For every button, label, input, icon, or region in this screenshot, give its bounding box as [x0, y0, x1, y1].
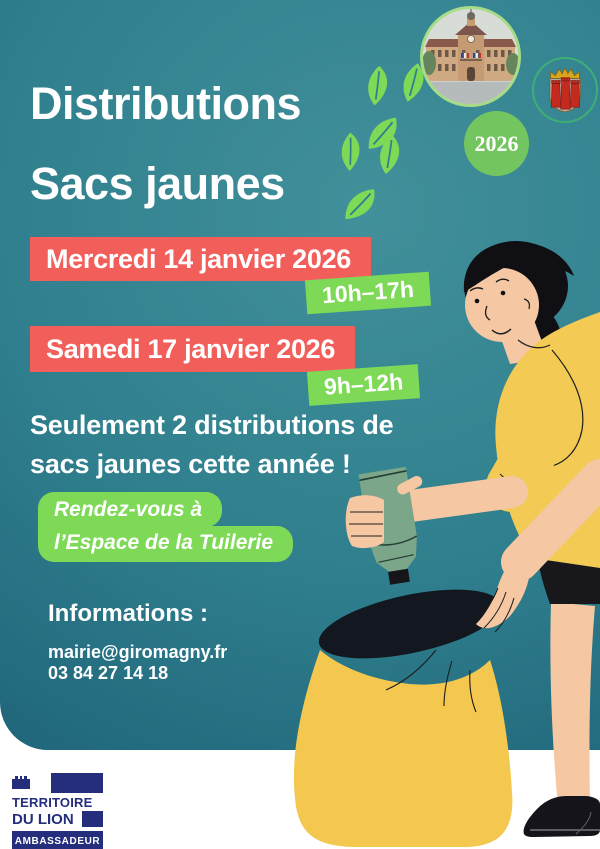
info-phone: 03 84 27 14 18 — [48, 663, 169, 683]
event-time-badge-2: 9h–12h — [307, 364, 420, 406]
town-hall-photo — [420, 6, 521, 107]
leaf-icon — [343, 189, 377, 219]
leg — [550, 602, 595, 806]
location-line2: l’Espace de la Tuilerie — [38, 526, 293, 562]
leaf-icon — [331, 133, 369, 171]
info-heading: Informations : — [48, 600, 208, 627]
title-line2: Sacs jaunes — [30, 158, 285, 209]
forearm — [396, 492, 512, 508]
year-badge: 2026 — [464, 111, 529, 176]
coat-of-arms-icon — [544, 65, 586, 115]
castle-icon — [12, 773, 34, 789]
territoire-du-lion-logo — [8, 769, 107, 849]
logo-block-top — [51, 773, 103, 793]
info-email: mairie@giromagny.fr — [48, 642, 228, 662]
page-title — [30, 64, 301, 224]
note-text — [30, 406, 393, 484]
eye-left — [475, 299, 480, 304]
location-line1: Rendez-vous à — [38, 492, 222, 527]
event-date-banner-1: Mercredi 14 janvier 2026 — [30, 237, 371, 281]
logo-top-row — [12, 773, 103, 795]
event-time-badge-1: 10h–17h — [305, 272, 431, 315]
event-date-banner-2: Samedi 17 janvier 2026 — [30, 326, 355, 372]
note-line1: Seulement 2 distributions de — [30, 410, 394, 440]
note-line2: sacs jaunes cette année ! — [30, 449, 351, 479]
logo-line2: DU LION — [12, 810, 74, 828]
bag — [294, 650, 512, 847]
info-block — [48, 600, 227, 684]
location-banner — [38, 492, 293, 562]
logo-banner: AMBASSADEUR — [12, 831, 103, 849]
logo-mid-row — [12, 810, 103, 828]
town-hall-illustration — [423, 9, 518, 104]
leaves-decoration — [323, 56, 433, 236]
leaf-icon — [357, 66, 397, 106]
crest-badge — [532, 57, 598, 123]
logo-line1: TERRITOIRE — [12, 795, 93, 810]
eye-right — [501, 291, 506, 296]
logo-block-mid — [82, 811, 103, 827]
shoe — [524, 796, 600, 837]
gripping-fingers — [346, 495, 384, 548]
title-line1: Distributions — [30, 78, 301, 129]
